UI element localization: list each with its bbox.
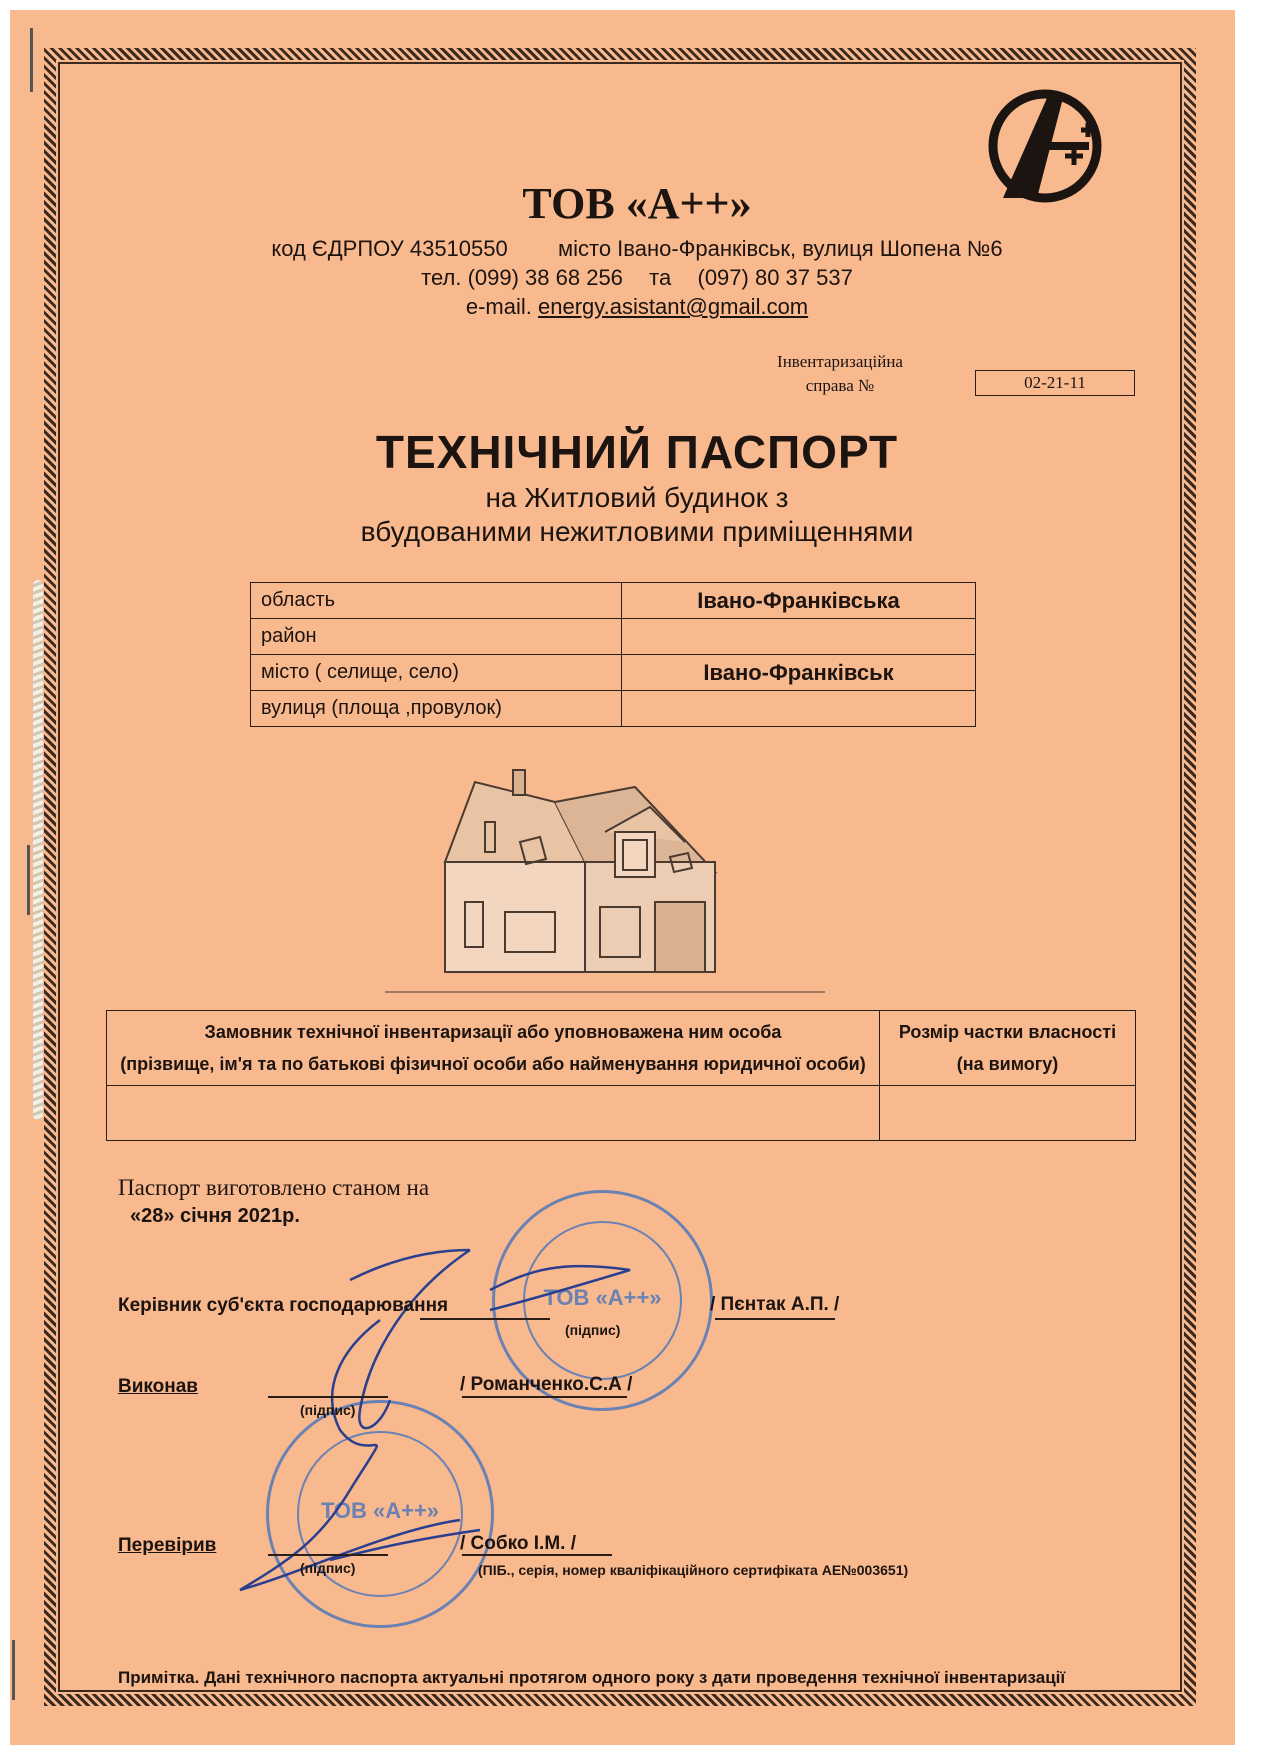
phone-2: (097) 80 37 537	[697, 265, 853, 290]
house-illustration	[385, 762, 825, 1007]
table-row	[251, 655, 976, 691]
company-phones	[0, 265, 1274, 291]
share-cell	[880, 1086, 1136, 1141]
table-row	[107, 1011, 1136, 1086]
document-subtitle-2: вбудованими нежитловими приміщеннями	[360, 516, 914, 547]
executor-name: / Романченко.С.А /	[460, 1374, 633, 1395]
table-row	[107, 1086, 1136, 1141]
owner-cell	[107, 1086, 880, 1141]
head-sign-caption: (підпис)	[565, 1322, 621, 1338]
executor-label: Виконав	[118, 1376, 198, 1397]
head-label: Керівник суб'єкта господарювання	[118, 1295, 449, 1316]
stamp-text: ТОВ «А++»	[543, 1285, 662, 1310]
signature-line	[462, 1396, 627, 1398]
address-label: район	[251, 619, 622, 655]
table-row	[251, 583, 976, 619]
document-title: ТЕХНІЧНИЙ ПАСПОРТ	[375, 426, 899, 478]
inventory-number: 02-21-11	[975, 370, 1135, 396]
address-label: місто ( селище, село)	[251, 655, 622, 691]
owner-header: Замовник технічної інвентаризації або уповноважена ним особа (прізвище, ім'я та по батькові фізичної особи або найменування юридичної особи)	[107, 1011, 880, 1086]
stamp-text: ТОВ «А++»	[320, 1498, 440, 1523]
checker-sign-caption: (підпис)	[300, 1560, 356, 1576]
company-address: місто Івано-Франківськ, вулиця Шопена №6	[557, 236, 1003, 261]
signature-line	[715, 1318, 835, 1320]
document-subtitle-1: на Житловий будинок з	[485, 482, 789, 513]
head-name: / Пєнтак А.П. /	[710, 1294, 840, 1315]
signature-line	[268, 1396, 388, 1398]
address-value	[622, 691, 976, 727]
company-email-line	[0, 294, 1274, 320]
made-statement: Паспорт виготовлено станом на	[118, 1175, 430, 1200]
staple	[27, 845, 30, 915]
share-header: Розмір частки власності (на вимогу)	[880, 1011, 1136, 1086]
staple	[12, 1640, 15, 1700]
binding-thread	[33, 580, 43, 1120]
made-date: «28» січня 2021р.	[130, 1205, 300, 1227]
checker-name: / Собко І.М. /	[460, 1533, 576, 1554]
address-value: Івано-Франківська	[622, 583, 976, 619]
signature-line	[462, 1554, 612, 1556]
signature-line	[420, 1318, 550, 1320]
footer-note: Примітка. Дані технічного паспорта актуальні протягом одного року з дати проведення технічної інвентаризації	[118, 1668, 1066, 1687]
address-table	[250, 582, 976, 727]
address-label: область	[251, 583, 622, 619]
phone-and: та	[649, 265, 672, 290]
phone-label: тел.	[421, 265, 462, 290]
phone-1: (099) 38 68 256	[467, 265, 623, 290]
checker-label: Перевірив	[118, 1535, 217, 1556]
email-link[interactable]: energy.asistant@gmail.com	[537, 294, 809, 319]
signature-line	[268, 1554, 388, 1556]
email-label: e-mail.	[465, 294, 532, 319]
executor-sign-caption: (підпис)	[300, 1402, 356, 1418]
staple	[30, 28, 33, 92]
address-value	[622, 619, 976, 655]
checker-certificate-note: (ПІБ., серія, номер кваліфікаційного сертифіката АЕ№003651)	[478, 1562, 909, 1578]
table-row	[251, 619, 976, 655]
table-row	[251, 691, 976, 727]
address-label: вулиця (площа ,провулок)	[251, 691, 622, 727]
owner-table	[106, 1010, 1136, 1141]
company-requisites	[0, 236, 1274, 262]
address-value: Івано-Франківськ	[622, 655, 976, 691]
inventory-label: Інвентаризаційна справа №	[777, 352, 903, 395]
company-name: ТОВ «А++»	[522, 179, 752, 228]
edrpou-code: код ЄДРПОУ 43510550	[271, 236, 508, 261]
